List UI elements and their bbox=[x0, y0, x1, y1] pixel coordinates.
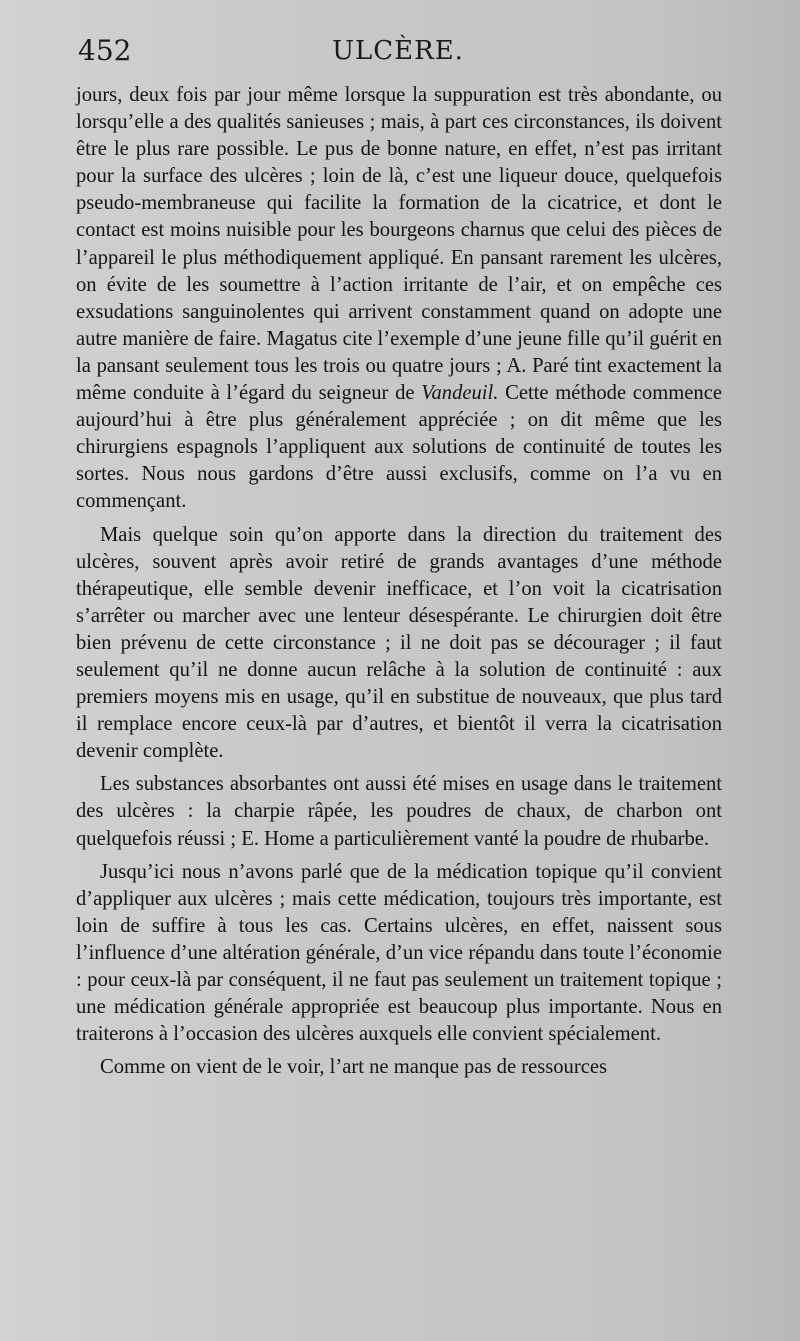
text-run: jours, deux fois par jour même lorsque la suppuration est très abondante, ou lorsqu’elle a des qualités sanieuses ; mais, à part ces circonstances, ils doivent être le plus rare possible. Le pus de bonne nature, en effet, n’est pas irritant pour la surface des ulcères ; loin de là, c’est une liqueur douce, quelquefois pseudo-membraneuse qui facilite la formation de la cicatrice, et dont le contact est moins nuisible pour les bourgeons charnus que celui des pièces de l’appareil le plus méthodiquement appliqué. En pansant rarement les ulcères, on évite de les soumettre à l’action irritante de l’air, et on empêche ces exsudations sanguinolentes qui arrivent constamment quand on adopte une autre manière de faire. Magatus cite l’exemple d’une jeune fille qu’il guérit en la pansant seulement tous les trois ou quatre jours ; A. Paré tint exactement la même conduite à l’égard du seigneur de bbox=[76, 84, 722, 405]
running-title: ULCÈRE. bbox=[332, 36, 464, 66]
body-text bbox=[76, 82, 722, 1081]
text-run: Jusqu’ici nous n’avons parlé que de la médication topique qu’il convient d’appliquer aux ulcères ; mais cette médication, toujours très importante, est loin de suffire à tous les cas. Certains ulcères, en effet, naissent sous l’influence d’une altération générale, d’un vice répandu dans toute l’économie : pour ceux-là par conséquent, il ne faut pas seulement un traitement topique ; une médication générale appropriée est beaucoup plus importante. Nous en traiterons à l’occasion des ulcères auxquels elle convient spécialement. bbox=[76, 860, 722, 1046]
paragraph bbox=[76, 859, 722, 1049]
paragraph bbox=[76, 522, 722, 766]
page-header bbox=[78, 30, 718, 70]
text-run: Mais quelque soin qu’on apporte dans la direction du traitement des ulcères, souvent après avoir retiré de grands avantages d’une méthode thérapeutique, elle semble devenir inefficace, et l’on voit la cicatrisation s’arrêter ou marcher avec une lenteur désespérante. Le chirurgien doit être bien prévenu de cette circonstance ; il ne doit pas se décourager ; il faut seulement qu’il ne donne aucun relâche à la solution de continuité : aux premiers moyens mis en usage, qu’il en substitue de nouveaux, que plus tard il remplace encore ceux-là par d’autres, et bientôt il verra la cicatrisation devenir complète. bbox=[76, 523, 722, 763]
page-number: 452 bbox=[78, 34, 132, 67]
paragraph bbox=[76, 771, 722, 852]
paragraph bbox=[76, 1054, 722, 1081]
text-run: Comme on vient de le voir, l’art ne manque pas de ressources bbox=[100, 1056, 608, 1079]
text-run: Cette méthode commence aujourd’hui à être plus généralement appréciée ; on dit même que les chirurgiens espagnols l’appliquent aux solutions de continuité de toutes les sortes. Nous nous gardons d’être aussi exclusifs, comme on l’a vu en commençant. bbox=[76, 382, 722, 513]
paragraph bbox=[76, 82, 722, 516]
text-run-italic: Vandeuil. bbox=[421, 382, 499, 405]
text-run: Les substances absorbantes ont aussi été mises en usage dans le traitement des ulcères : la charpie râpée, les poudres de chaux, de charbon ont quelquefois réussi ; E. Home a particulièrement vanté la poudre de rhubarbe. bbox=[76, 773, 722, 850]
